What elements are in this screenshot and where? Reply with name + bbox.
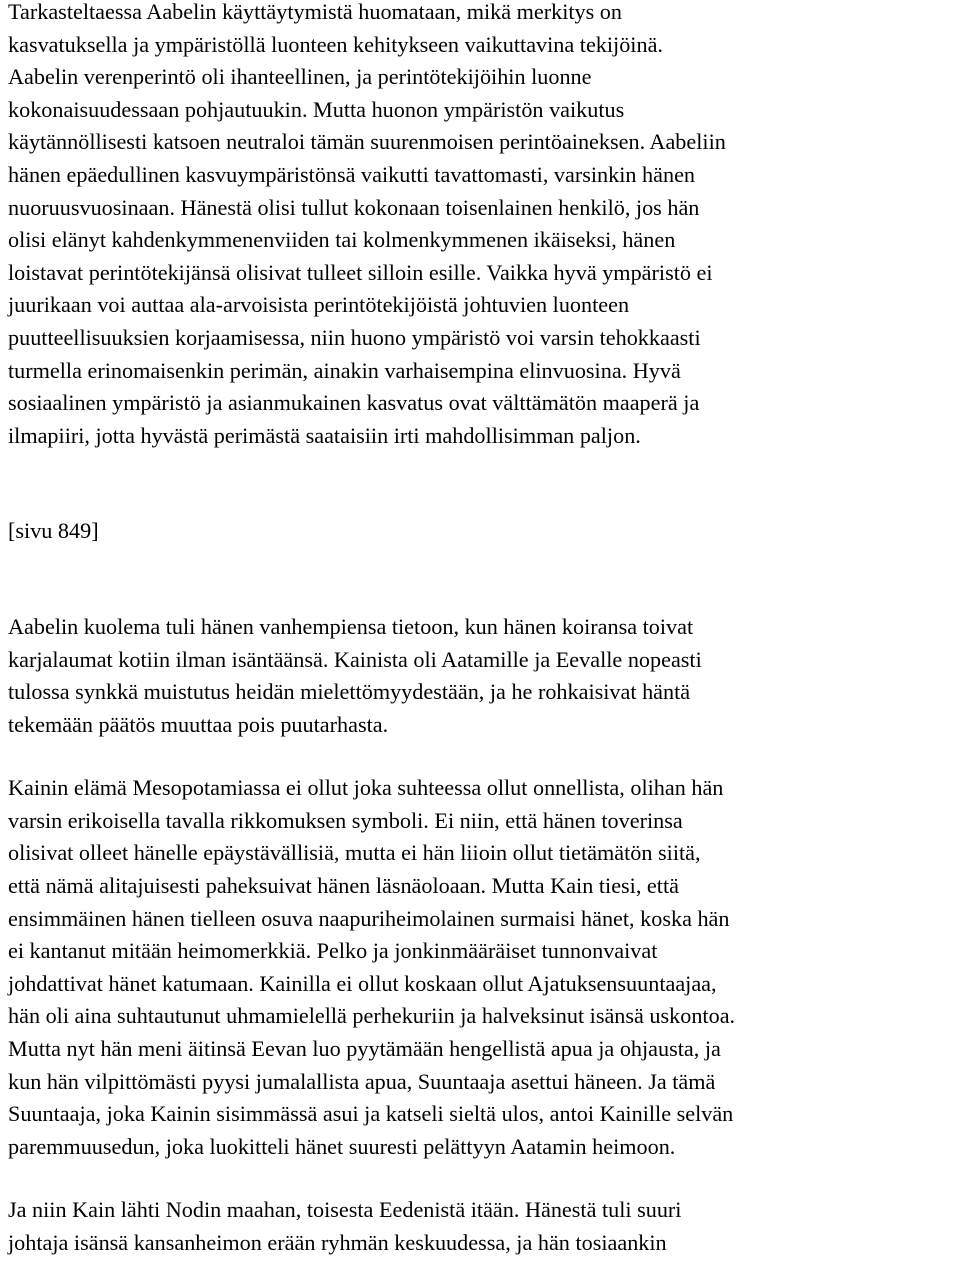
paragraph-line: että nämä alitajuisesti paheksuivat hänen läsnäoloaan. Mutta Kain tiesi, että	[8, 873, 679, 899]
paragraph-3	[8, 772, 956, 1163]
paragraph-line: nuoruusvuosinaan. Hänestä olisi tullut kokonaan toisenlainen henkilö, jos hän	[8, 194, 700, 220]
paragraph-line: kun hän vilpittömästi pyysi jumalallista apua, Suuntaaja asettui häneen. Ja tämä	[8, 1068, 716, 1094]
paragraph-line: tekemään päätös muuttaa pois puutarhasta.	[8, 711, 389, 737]
document-page	[8, 0, 956, 1260]
paragraph-line: Aabelin verenperintö oli ihanteellinen, ja perintötekijöihin luonne	[8, 64, 592, 90]
paragraph-line: Tarkasteltaessa Aabelin käyttäytymistä huomataan, mikä merkitys on	[8, 0, 622, 24]
paragraph-2	[8, 611, 956, 741]
page-marker-text: [sivu 849]	[8, 518, 99, 544]
paragraph-1	[8, 0, 956, 452]
paragraph-line: Mutta nyt hän meni äitinsä Eevan luo pyytämään hengellistä apua ja ohjausta, ja	[8, 1036, 721, 1062]
paragraph-line: johdattivat hänet katumaan. Kainilla ei ollut koskaan ollut Ajatuksensuuntaajaa,	[8, 970, 717, 996]
paragraph-line: sosiaalinen ympäristö ja asianmukainen kasvatus ovat välttämätön maaperä ja	[8, 390, 700, 416]
paragraph-line: ensimmäinen hänen tielleen osuva naapuriheimolainen surmaisi hänet, koska hän	[8, 905, 730, 931]
paragraph-line: olisi elänyt kahdenkymmenenviiden tai kolmenkymmenen ikäiseksi, hänen	[8, 227, 676, 253]
paragraph-4	[8, 1194, 956, 1259]
paragraph-line: paremmuusedun, joka luokitteli hänet suuresti pelättyyn Aatamin heimoon.	[8, 1133, 676, 1159]
paragraph-line: hän oli aina suhtautunut uhmamielellä perhekuriin ja halveksinut isänsä uskontoa.	[8, 1003, 736, 1029]
paragraph-line: turmella erinomaisenkin perimän, ainakin varhaisempina elinvuosina. Hyvä	[8, 357, 681, 383]
paragraph-line: tulossa synkkä muistutus heidän mielettömyydestään, ja he rohkaisivat häntä	[8, 679, 691, 705]
paragraph-line: ei kantanut mitään heimomerkkiä. Pelko ja jonkinmääräiset tunnonvaivat	[8, 938, 658, 964]
page-marker	[8, 515, 956, 548]
paragraph-line: karjalaumat kotiin ilman isäntäänsä. Kainista oli Aatamille ja Eevalle nopeasti	[8, 646, 702, 672]
paragraph-line: hänen epäedullinen kasvuympäristönsä vaikutti tavattomasti, varsinkin hänen	[8, 161, 696, 187]
paragraph-line: kasvatuksella ja ympäristöllä luonteen kehitykseen vaikuttavina tekijöinä.	[8, 31, 663, 57]
paragraph-line: loistavat perintötekijänsä olisivat tulleet silloin esille. Vaikka hyvä ympäristö ei	[8, 259, 713, 285]
paragraph-line: Kainin elämä Mesopotamiassa ei ollut joka suhteessa ollut onnellista, olihan hän	[8, 775, 724, 801]
paragraph-line: ilmapiiri, jotta hyvästä perimästä saataisiin irti mahdollisimman paljon.	[8, 422, 641, 448]
paragraph-line: juurikaan voi auttaa ala-arvoisista perintötekijöistä johtuvien luonteen	[8, 292, 630, 318]
paragraph-line: puutteellisuuksien korjaamisessa, niin huono ympäristö voi varsin tehokkaasti	[8, 324, 701, 350]
paragraph-line: Aabelin kuolema tuli hänen vanhempiensa tietoon, kun hänen koiransa toivat	[8, 613, 694, 639]
paragraph-line: Ja niin Kain lähti Nodin maahan, toisesta Eedenistä itään. Hänestä tuli suuri	[8, 1197, 682, 1223]
paragraph-line: Suuntaaja, joka Kainin sisimmässä asui ja katseli sieltä ulos, antoi Kainille selvän	[8, 1101, 734, 1127]
paragraph-line: olisivat olleet hänelle epäystävällisiä, mutta ei hän liioin ollut tietämätön siitä,	[8, 840, 701, 866]
paragraph-line: käytännöllisesti katsoen neutraloi tämän suurenmoisen perintöaineksen. Aabeliin	[8, 129, 726, 155]
paragraph-line: varsin erikoisella tavalla rikkomuksen symboli. Ei niin, että hänen toverinsa	[8, 807, 683, 833]
paragraph-line: kokonaisuudessaan pohjautuukin. Mutta huonon ympäristön vaikutus	[8, 96, 625, 122]
paragraph-line: johtaja isänsä kansanheimon erään ryhmän keskuudessa, ja hän tosiaankin	[8, 1230, 667, 1255]
